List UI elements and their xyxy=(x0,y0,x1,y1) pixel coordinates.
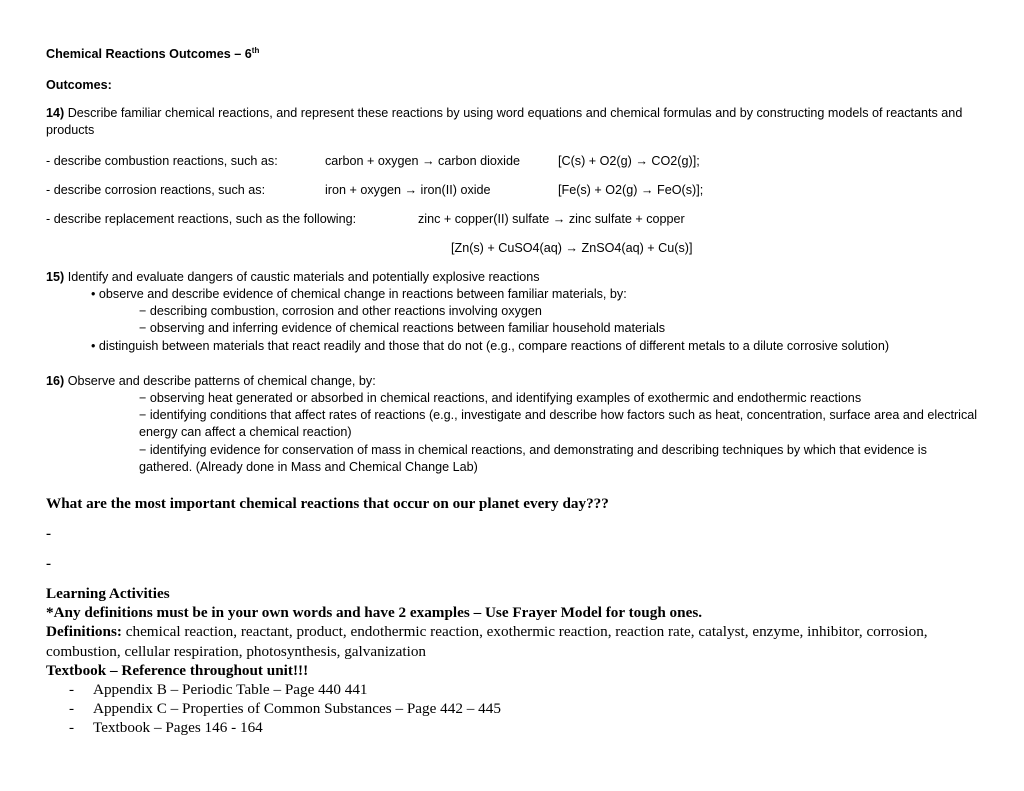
outcome-16-text: Observe and describe patterns of chemical change, by: xyxy=(64,374,376,388)
outcome-14-number: 14) xyxy=(46,106,65,120)
replacement-label: - describe replacement reactions, such as the following: xyxy=(46,212,357,226)
document-title: Chemical Reactions Outcomes – 6th xyxy=(46,46,260,61)
outcome-15 xyxy=(46,269,540,286)
answer-dash-1: - xyxy=(46,525,52,542)
outcomes-heading: Outcomes: xyxy=(46,78,112,92)
question: What are the most important chemical reactions that occur on our planet every day??? xyxy=(46,495,609,512)
reference-bullet: - xyxy=(69,700,75,717)
reference-item: Textbook – Pages 146 - 164 xyxy=(93,719,263,736)
outcome-14 xyxy=(46,105,981,139)
corrosion-label: - describe corrosion reactions, such as: xyxy=(46,183,266,197)
combustion-word-equation: carbon + oxygen → carbon dioxide xyxy=(325,154,520,168)
reference-bullet: - xyxy=(69,681,75,698)
definitions-list: chemical reaction, reactant, product, endothermic reaction, exothermic reaction, reaction rate, catalyst, enzyme, inhibitor, corrosion, combustion, cellular respiration, photosynthesis, galvanization xyxy=(46,623,928,660)
reference-bullet: - xyxy=(69,719,75,736)
outcome-16-number: 16) xyxy=(46,374,65,388)
definitions xyxy=(46,622,981,661)
combustion-formula: [C(s) + O2(g) → CO2(g)]; xyxy=(558,154,700,168)
outcome-16 xyxy=(46,373,376,390)
reference-item: Appendix B – Periodic Table – Page 440 441 xyxy=(93,681,368,698)
outcome-15-bullet-2: • distinguish between materials that react readily and those that do not (e.g., compare reactions of different metals to a dilute corrosive solution) xyxy=(91,339,890,353)
answer-dash-2: - xyxy=(46,555,52,572)
outcome-15-sub-1: − describing combustion, corrosion and other reactions involving oxygen xyxy=(139,304,542,318)
outcome-14-text: Describe familiar chemical reactions, and represent these reactions by using word equations and chemical formulas and by constructing models of reactants and products xyxy=(46,106,963,137)
outcome-16-sub-1: − observing heat generated or absorbed in chemical reactions, and identifying examples of exothermic and endothermic reactions xyxy=(139,391,862,405)
corrosion-formula: [Fe(s) + O2(g) → FeO(s)]; xyxy=(558,183,704,197)
textbook-heading: Textbook – Reference throughout unit!!! xyxy=(46,662,309,679)
replacement-formula: [Zn(s) + CuSO4(aq) → ZnSO4(aq) + Cu(s)] xyxy=(451,241,693,255)
corrosion-word-equation: iron + oxygen → iron(II) oxide xyxy=(325,183,491,197)
learning-note: *Any definitions must be in your own words and have 2 examples – Use Frayer Model for tough ones. xyxy=(46,604,703,621)
combustion-label: - describe combustion reactions, such as: xyxy=(46,154,278,168)
outcome-15-number: 15) xyxy=(46,270,65,284)
outcome-15-bullet-1: • observe and describe evidence of chemical change in reactions between familiar materials, by: xyxy=(91,287,627,301)
outcome-15-sub-2: − observing and inferring evidence of chemical reactions between familiar household materials xyxy=(139,321,666,335)
learning-heading: Learning Activities xyxy=(46,585,170,602)
outcome-16-sub-3: − identifying evidence for conservation of mass in chemical reactions, and demonstrating and describing techniques by which that evidence is gathered. (Already done in Mass and Chemical Change Lab) xyxy=(139,443,927,474)
replacement-word-equation: zinc + copper(II) sulfate → zinc sulfate + copper xyxy=(418,212,685,226)
reference-item: Appendix C – Properties of Common Substances – Page 442 – 445 xyxy=(93,700,501,717)
outcome-16-sub-2: − identifying conditions that affect rates of reactions (e.g., investigate and describe how factors such as heat, concentration, surface area and electrical energy can affect a chemical reaction) xyxy=(139,408,978,439)
outcome-15-text: Identify and evaluate dangers of caustic materials and potentially explosive reactions xyxy=(64,270,540,284)
definitions-label: Definitions: xyxy=(46,623,122,640)
